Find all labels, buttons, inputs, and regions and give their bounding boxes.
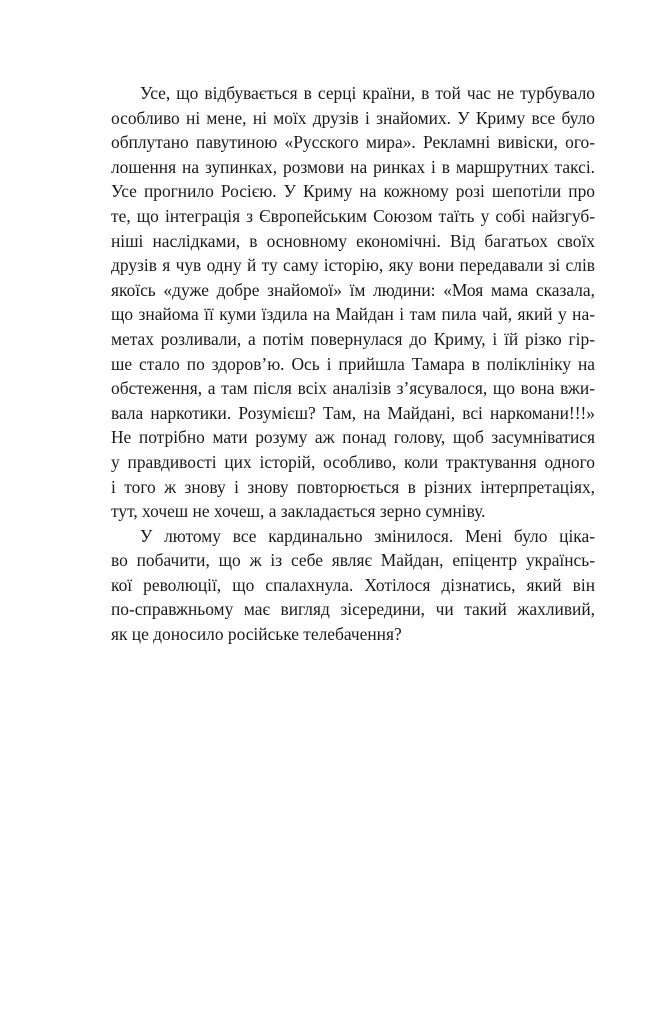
paragraph-1 xyxy=(111,81,595,524)
text-line: що знайома її куми їздила на Майдан і там пила чай, який у на- xyxy=(111,304,595,325)
text-line: вала наркотики. Розумієш? Там, на Майдані, всі наркомани!!!» xyxy=(111,402,595,423)
text-line: і того ж знову і знову повторюється в різних інтерпретаціях, xyxy=(111,476,595,497)
text-line: ше стало по здоров’ю. Ось і прийшла Тамара в поліклініку на xyxy=(111,353,595,374)
text-line: лошення на зупинках, розмови на ринках і в маршрутних таксі. xyxy=(111,156,595,177)
text-line: друзів я чув одну й ту саму історію, яку вони передавали зі слів xyxy=(111,255,595,276)
text-line: Усе, що відбувається в серці країни, в той час не турбувало xyxy=(140,83,595,103)
text-line: У лютому все кардинально змінилося. Мені було ціка- xyxy=(140,525,595,546)
text-line: у правдивості цих історій, особливо, коли трактування одного xyxy=(111,451,595,472)
text-line: ніші наслідками, в основному економічні. Від багатьох своїх xyxy=(111,230,595,251)
text-line: якоїсь «дуже добре знайомої» їм людини: «Моя мама сказала, xyxy=(111,279,595,300)
text-line: кої революції, що спалахнула. Хотілося дізнатись, який він xyxy=(111,574,595,595)
paragraph-2 xyxy=(111,524,595,647)
text-line: Не потрібно мати розуму аж понад голову, щоб засумніватися xyxy=(111,427,595,448)
text-line: во побачити, що ж із себе являє Майдан, епіцентр українсь- xyxy=(111,550,595,571)
text-line: тут, хочеш не хочеш, а закладається зерно сумніву. xyxy=(111,501,486,522)
text-line: особливо ні мене, ні моїх друзів і знайомих. У Криму все було xyxy=(111,107,595,128)
text-line: обстеження, а там після всіх аналізів з’ясувалося, що вона вжи- xyxy=(111,378,595,399)
text-line: по-справжньому має вигляд зісередини, чи такий жахливий, xyxy=(111,599,595,620)
body-text xyxy=(111,81,595,647)
text-line: Усе прогнило Росією. У Криму на кожному розі шепотіли про xyxy=(111,181,595,202)
text-line: метах розливали, а потім повернулася до Криму, і їй різко гір- xyxy=(111,328,595,349)
text-line: те, що інтеграція з Європейським Союзом таїть у собі найзгуб- xyxy=(111,205,595,226)
text-line: обплутано павутиною «Русского мира». Рекламні вивіски, ого- xyxy=(111,132,595,153)
text-line: як це доносило російське телебачення? xyxy=(111,624,402,645)
